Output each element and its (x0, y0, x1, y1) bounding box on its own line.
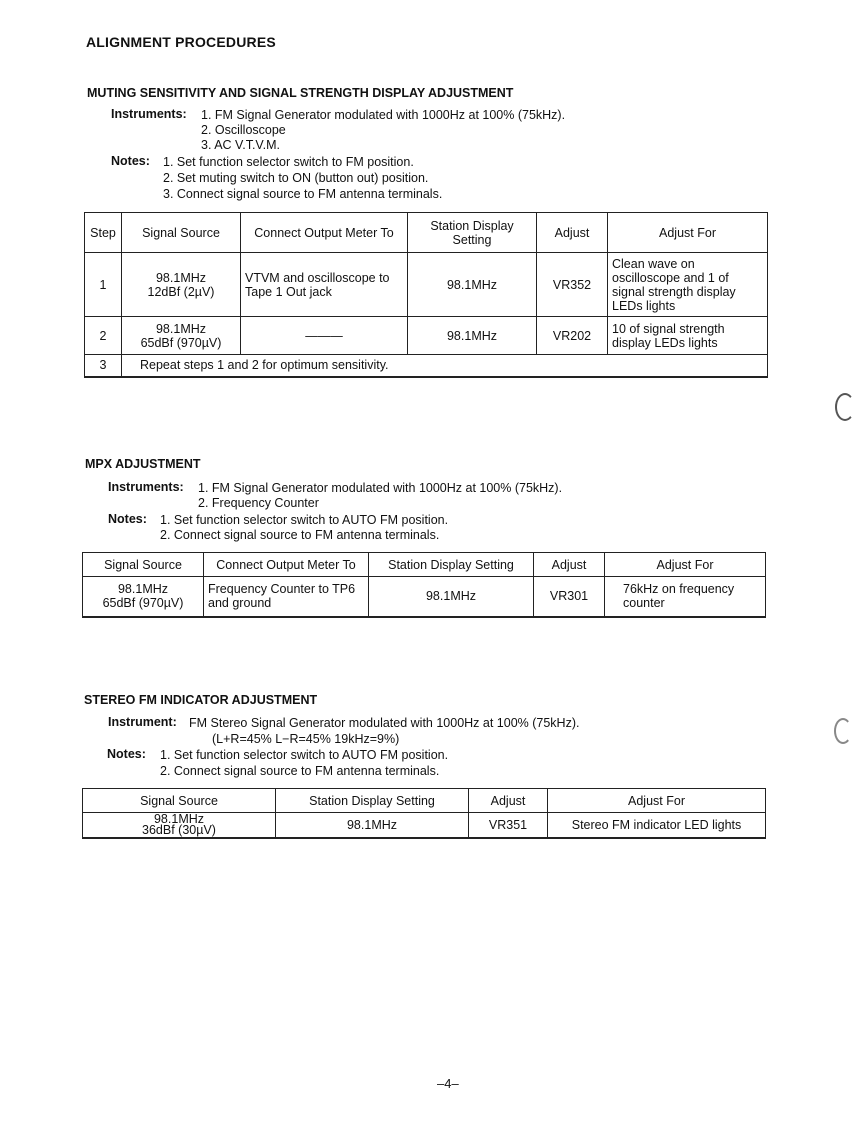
muting-instrument-1: 1. FM Signal Generator modulated with 1000Hz at 100% (75kHz). (201, 108, 566, 122)
header-adjust: Adjust (469, 789, 548, 813)
adjust-cell: VR351 (469, 813, 548, 839)
adjust-for-line2: display LEDs lights (612, 335, 718, 350)
stereo-notes-label: Notes: (107, 747, 146, 761)
signal-level: 65dBf (970µV) (140, 335, 222, 350)
table-header-row (83, 789, 766, 813)
signal-level: 36dBf (30µV) (142, 823, 216, 837)
header-adjust-for: Adjust For (548, 789, 766, 813)
punch-hole-mark (835, 393, 855, 421)
stereo-note-2: 2. Connect signal source to FM antenna terminals. (160, 764, 440, 778)
step-cell: 3 (85, 355, 122, 377)
signal-freq: 98.1MHz (155, 270, 207, 285)
muting-note-2: 2. Set muting switch to ON (button out) position. (163, 171, 429, 185)
table-row (85, 317, 768, 355)
punch-hole-mark (834, 718, 852, 744)
station-display-cell: 98.1MHz (369, 577, 534, 617)
station-display-cell: 98.1MHz (408, 253, 537, 317)
adjust-cell: VR301 (534, 577, 605, 617)
header-step: Step (85, 213, 122, 253)
muting-note-1: 1. Set function selector switch to FM position. (163, 155, 414, 169)
header-station-display: Station Display Setting (276, 789, 469, 813)
adjust-for-line3: signal strength display (612, 284, 736, 299)
signal-freq: 98.1MHz (117, 582, 169, 597)
signal-source-cell (122, 317, 241, 355)
mpx-instrument-1: 1. FM Signal Generator modulated with 1000Hz at 100% (75kHz). (198, 481, 563, 495)
table-row (83, 813, 766, 839)
mpx-section-title: MPX ADJUSTMENT (85, 457, 201, 471)
header-station-line2: Setting (452, 232, 492, 247)
mpx-notes-label: Notes: (108, 512, 147, 526)
connect-output-cell: ——— (241, 317, 408, 355)
stereo-note-1: 1. Set function selector switch to AUTO FM position. (160, 748, 449, 762)
header-adjust: Adjust (537, 213, 608, 253)
adjust-for-line2: oscilloscope and 1 of (612, 270, 729, 285)
table-header-row (85, 213, 768, 253)
signal-freq: 98.1MHz (155, 321, 207, 336)
mpx-note-2: 2. Connect signal source to FM antenna terminals. (160, 528, 440, 542)
page-number: –4– (437, 1076, 459, 1091)
table-row (83, 577, 766, 617)
connect-output-cell (241, 253, 408, 317)
adjust-cell: VR202 (537, 317, 608, 355)
adjust-for-line1: 76kHz on frequency (623, 582, 735, 597)
adjust-for-line4: LEDs lights (612, 298, 676, 313)
muting-instrument-2: 2. Oscilloscope (201, 123, 286, 137)
signal-source-cell (83, 813, 276, 839)
connect-output-cell (204, 577, 369, 617)
table-row (85, 355, 768, 377)
step-cell: 1 (85, 253, 122, 317)
adjust-for-line2: counter (623, 596, 665, 611)
muting-adjustment-table (84, 212, 768, 378)
header-adjust-for: Adjust For (608, 213, 768, 253)
muting-instruments-label: Instruments: (111, 107, 187, 121)
adjust-for-line1: Clean wave on (612, 256, 695, 271)
header-station-line1: Station Display (430, 218, 514, 233)
stereo-instrument-line1: FM Stereo Signal Generator modulated with 1000Hz at 100% (75kHz). (189, 716, 580, 730)
stereo-section-title: STEREO FM INDICATOR ADJUSTMENT (84, 693, 318, 707)
page-title: ALIGNMENT PROCEDURES (86, 34, 276, 50)
repeat-steps-cell: Repeat steps 1 and 2 for optimum sensitivity. (122, 355, 768, 377)
stereo-instrument-line2: (L+R=45% L−R=45% 19kHz=9%) (212, 732, 400, 746)
station-display-cell: 98.1MHz (408, 317, 537, 355)
adjust-for-cell (608, 317, 768, 355)
adjust-cell: VR352 (537, 253, 608, 317)
header-signal-source: Signal Source (83, 553, 204, 577)
muting-notes-label: Notes: (111, 154, 150, 168)
table-header-row (83, 553, 766, 577)
mpx-instrument-2: 2. Frequency Counter (198, 496, 319, 510)
signal-level: 65dBf (970µV) (102, 596, 184, 611)
signal-freq: 98.1MHz (153, 812, 205, 826)
mpx-adjustment-table (82, 552, 766, 618)
step-cell: 2 (85, 317, 122, 355)
mpx-instruments-label: Instruments: (108, 480, 184, 494)
muting-section-title: MUTING SENSITIVITY AND SIGNAL STRENGTH DISPLAY ADJUSTMENT (87, 86, 514, 100)
station-display-cell: 98.1MHz (276, 813, 469, 839)
header-connect-output: Connect Output Meter To (241, 213, 408, 253)
connect-line1: Frequency Counter to TP6 (208, 582, 356, 597)
stereo-adjustment-table (82, 788, 766, 839)
muting-instrument-3: 3. AC V.T.V.M. (201, 138, 280, 152)
adjust-for-cell (605, 577, 766, 617)
connect-line2: Tape 1 Out jack (245, 284, 332, 299)
table-row (85, 253, 768, 317)
adjust-for-cell: Stereo FM indicator LED lights (548, 813, 766, 839)
muting-note-3: 3. Connect signal source to FM antenna terminals. (163, 187, 443, 201)
signal-level: 12dBf (2µV) (147, 284, 215, 299)
mpx-note-1: 1. Set function selector switch to AUTO FM position. (160, 513, 449, 527)
header-connect-output: Connect Output Meter To (204, 553, 369, 577)
header-signal-source: Signal Source (83, 789, 276, 813)
connect-line2: and ground (208, 596, 272, 611)
header-signal-source: Signal Source (122, 213, 241, 253)
stereo-instrument-label: Instrument: (108, 715, 177, 729)
connect-line1: VTVM and oscilloscope to (245, 270, 390, 285)
adjust-for-line1: 10 of signal strength (612, 321, 725, 336)
adjust-for-cell (608, 253, 768, 317)
header-station-display: Station Display Setting (369, 553, 534, 577)
header-adjust: Adjust (534, 553, 605, 577)
header-adjust-for: Adjust For (605, 553, 766, 577)
header-station-display (408, 213, 537, 253)
signal-source-cell (83, 577, 204, 617)
signal-source-cell (122, 253, 241, 317)
